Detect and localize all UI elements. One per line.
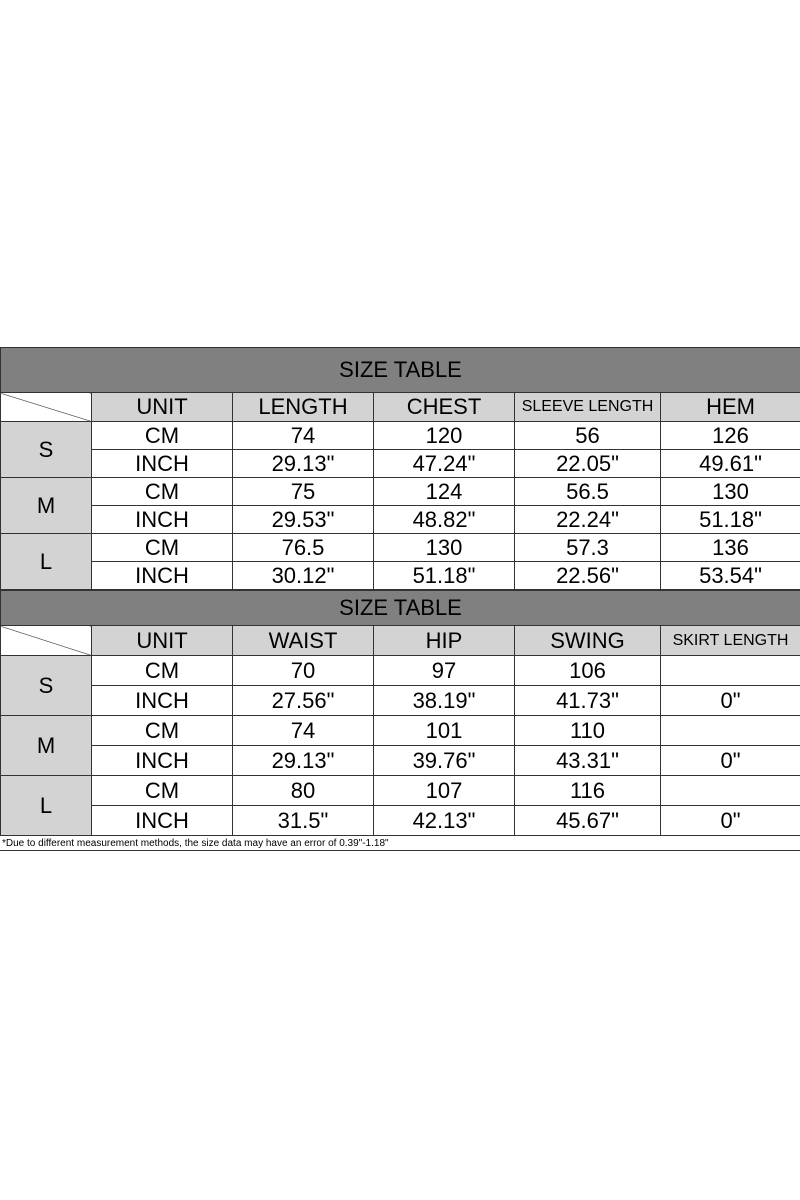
value-cell: 45.67" [515, 806, 661, 836]
unit-cell: INCH [92, 450, 233, 478]
column-header: WAIST [233, 626, 374, 656]
value-cell: 22.05" [515, 450, 661, 478]
unit-cell: INCH [92, 562, 233, 590]
table-row [1, 450, 800, 478]
unit-cell: CM [92, 534, 233, 562]
value-cell: 116 [515, 776, 661, 806]
value-cell: 43.31" [515, 746, 661, 776]
value-cell: 136 [661, 534, 800, 562]
value-cell: 42.13" [374, 806, 515, 836]
value-cell: 29.13" [233, 450, 374, 478]
column-header: UNIT [92, 393, 233, 422]
unit-cell: CM [92, 422, 233, 450]
value-cell: 126 [661, 422, 800, 450]
value-cell: 53.54" [661, 562, 800, 590]
column-header: LENGTH [233, 393, 374, 422]
size-chart [0, 347, 800, 851]
value-cell: 22.56" [515, 562, 661, 590]
table-title: SIZE TABLE [1, 348, 800, 393]
value-cell: 0" [661, 806, 800, 836]
value-cell: 110 [515, 716, 661, 746]
size-label: M [1, 478, 92, 534]
value-cell: 51.18" [374, 562, 515, 590]
value-cell: 80 [233, 776, 374, 806]
value-cell: 130 [374, 534, 515, 562]
column-header: HEM [661, 393, 800, 422]
table-title: SIZE TABLE [1, 591, 800, 626]
column-header: SKIRT LENGTH [661, 626, 800, 656]
table-row [1, 776, 800, 806]
unit-cell: INCH [92, 506, 233, 534]
value-cell: 27.56" [233, 686, 374, 716]
size-label: M [1, 716, 92, 776]
value-cell: 49.61" [661, 450, 800, 478]
value-cell: 30.12" [233, 562, 374, 590]
value-cell: 124 [374, 478, 515, 506]
table-row [1, 806, 800, 836]
table-row [1, 746, 800, 776]
value-cell: 39.76" [374, 746, 515, 776]
unit-cell: CM [92, 478, 233, 506]
unit-cell: CM [92, 776, 233, 806]
value-cell: 56 [515, 422, 661, 450]
value-cell: 38.19" [374, 686, 515, 716]
unit-cell: INCH [92, 746, 233, 776]
column-header: SLEEVE LENGTH [515, 393, 661, 422]
column-header: HIP [374, 626, 515, 656]
value-cell [661, 656, 800, 686]
value-cell: 29.53" [233, 506, 374, 534]
size-label: L [1, 534, 92, 590]
corner-diagonal-cell [1, 393, 92, 422]
value-cell: 56.5 [515, 478, 661, 506]
value-cell: 41.73" [515, 686, 661, 716]
unit-cell: INCH [92, 806, 233, 836]
value-cell: 74 [233, 716, 374, 746]
size-label: S [1, 656, 92, 716]
value-cell: 107 [374, 776, 515, 806]
size-table-bottom [0, 590, 800, 836]
table-row [1, 656, 800, 686]
value-cell [661, 776, 800, 806]
table-row [1, 686, 800, 716]
size-label: S [1, 422, 92, 478]
value-cell: 48.82" [374, 506, 515, 534]
value-cell: 22.24" [515, 506, 661, 534]
table-row [1, 562, 800, 590]
column-header: SWING [515, 626, 661, 656]
value-cell: 130 [661, 478, 800, 506]
table-row [1, 422, 800, 450]
value-cell: 76.5 [233, 534, 374, 562]
value-cell [661, 716, 800, 746]
value-cell: 74 [233, 422, 374, 450]
value-cell: 97 [374, 656, 515, 686]
column-header: UNIT [92, 626, 233, 656]
value-cell: 57.3 [515, 534, 661, 562]
table-row [1, 506, 800, 534]
unit-cell: INCH [92, 686, 233, 716]
size-label: L [1, 776, 92, 836]
value-cell: 51.18" [661, 506, 800, 534]
value-cell: 101 [374, 716, 515, 746]
value-cell: 120 [374, 422, 515, 450]
value-cell: 29.13" [233, 746, 374, 776]
column-header: CHEST [374, 393, 515, 422]
value-cell: 47.24" [374, 450, 515, 478]
value-cell: 75 [233, 478, 374, 506]
unit-cell: CM [92, 716, 233, 746]
value-cell: 0" [661, 746, 800, 776]
table-row [1, 716, 800, 746]
value-cell: 70 [233, 656, 374, 686]
value-cell: 31.5" [233, 806, 374, 836]
table-row [1, 478, 800, 506]
value-cell: 106 [515, 656, 661, 686]
measurement-note: *Due to different measurement methods, the size data may have an error of 0.39"-1.18" [0, 836, 800, 851]
size-table-top [0, 347, 800, 590]
value-cell: 0" [661, 686, 800, 716]
corner-diagonal-cell [1, 626, 92, 656]
unit-cell: CM [92, 656, 233, 686]
table-row [1, 534, 800, 562]
